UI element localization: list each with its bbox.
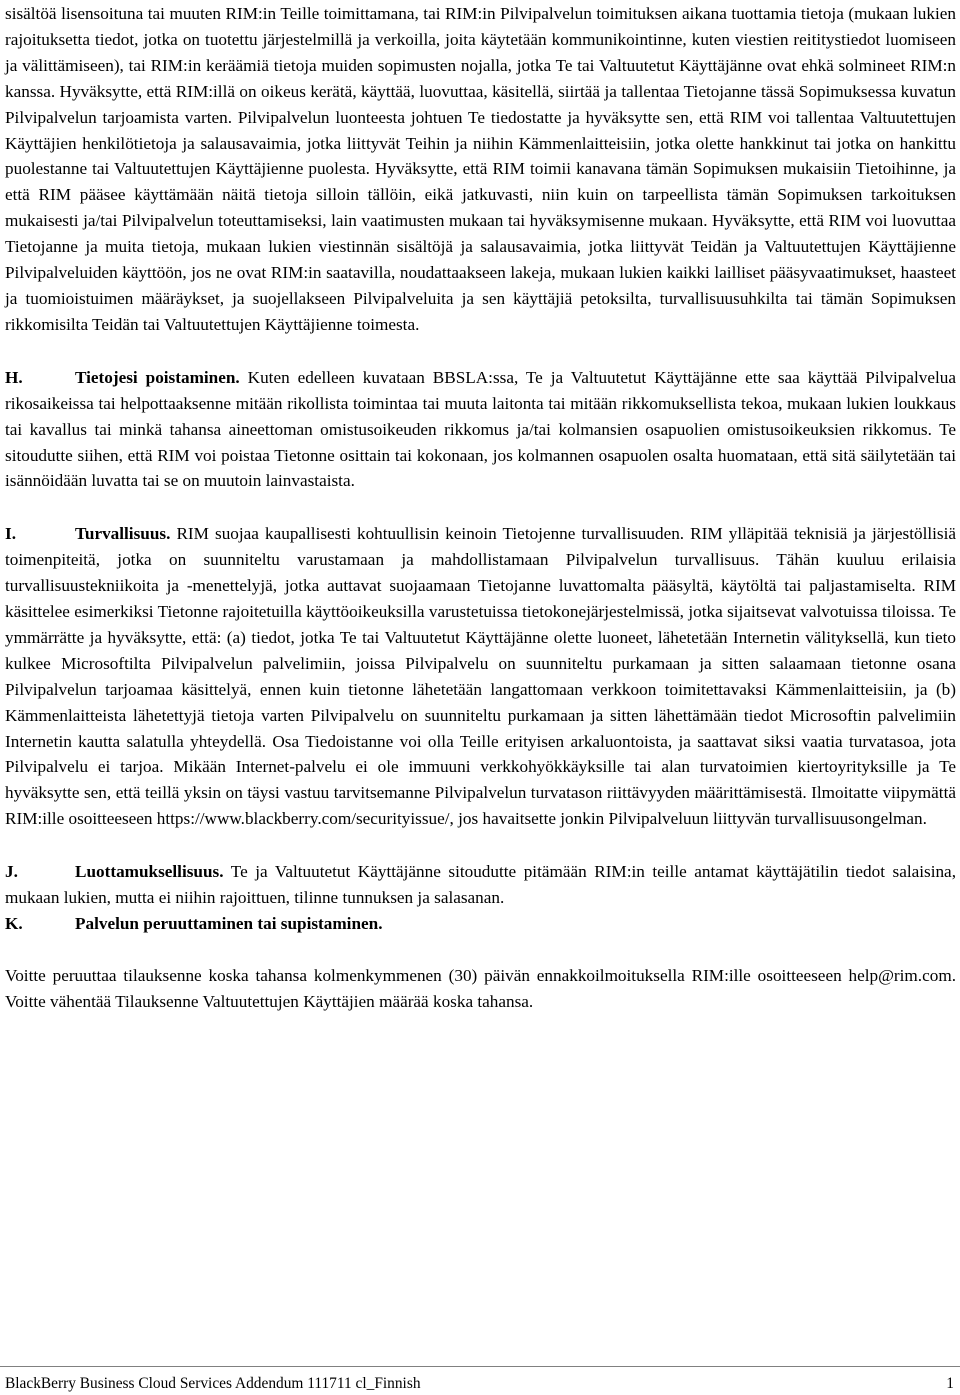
section-j-letter: J.	[5, 862, 18, 882]
section-h	[5, 365, 956, 495]
section-h-letter: H.	[5, 367, 23, 387]
intro-paragraph: sisältöä lisensoituna tai muuten RIM:in Teille toimittamana, tai RIM:in Pilvipalvelun toimituksen aikana tuottamia tietoja (mukaan lukien rajoituksetta tiedot, jotka on tuotettu järjestelmillä ja verkoilla, joita käytetään kommunikointinne, kuten viestien reititystiedot luomiseen ja välittämiseen), tai RIM:in keräämiä tietoja muiden sopimusten nojalla, jotka Te tai Valtuutetut Käyttäjänne ovat ehkä solmineet RIM:n kanssa. Hyväksytte, että RIM:illä on oikeus kerätä, käyttää, luovuttaa, käsitellä, siirtää ja tallentaa Tietojanne tässä Sopimuksessa kuvatun Pilvipalvelun tarjoamista varten. Pilvipalvelun luonteesta johtuen Te tiedostatte ja hyväksytte sen, että RIM voi tallentaa Valtuutettujen Käyttäjien henkilötietoja ja salausavaimia, jotka liittyvät Teihin ja niihin Kämmenlaitteisiin, jotka olette hankkinut tai jotka on hankittu puolestanne tai Valtuutettujen Käyttäjienne puolesta. Hyväksytte, että RIM toimii kanavana tämän Sopimuksen mukaisiin Tietoihinne, ja että RIM pääsee käyttämään näitä tietoja silloin tällöin, eikä jatkuvasti, niin kuin on tarpeellista tämän Sopimuksen tarkoituksen mukaisesti ja/tai Pilvipalvelun toteuttamiseksi, lain vaatimusten mukaan tai hyväksymisenne mukaan. Hyväksytte, että RIM voi luovuttaa Tietojanne ja muita tietoja, mukaan lukien viestinnän sisältöjä ja salausavaimia, jotka liittyvät Teidän ja Valtuutettujen Käyttäjienne Pilvipalveluiden käyttöön, jos ne ovat RIM:in saatavilla, noudattaakseen lakeja, mukaan lukien kaikki lailliset pääsyvaatimukset, haasteet ja tuomioistuimen määräykset, ja suojellakseen Pilvipalveluita ja sen käyttäjiä petoksilta, turvallisuusuhkilta tai tämän Sopimuksen rikkomisilta Teidän tai Valtuutettujen Käyttäjienne toimesta.	[5, 4, 956, 334]
closing-paragraph: Voitte peruuttaa tilauksenne koska tahansa kolmenkymmenen (30) päivän ennakkoilmoituksella RIM:ille osoitteeseen help@rim.com. Voitte vähentää Tilauksenne Valtuutettujen Käyttäjien määrää koska tahansa.	[5, 965, 956, 1011]
section-i-body: RIM suojaa kaupallisesti kohtuullisin keinoin Tietojenne turvallisuuden. RIM ylläpitää teknisiä ja järjestöllisiä toimenpiteitä, jotka on suunniteltu varustamaan ja mahdollistamaan Pilvipalvelun turvallisuus. Tähän kuuluu erilaisia turvallisuustekniikoita ja -menettelyjä, jotka auttavat suojaamaan Tietojanne luvattomalta pääsyltä, käytöltä tai paljastamiselta. RIM käsittelee esimerkiksi Tietonne rajoitetuilla käyttöoikeuksilla varustetuissa tietokonejärjestelmissä, jotka sijaitsevat valvotuissa tiloissa. Te ymmärrätte ja hyväksytte, että: (a) tiedot, jotka Te tai Valtuutetut Käyttäjänne olette luoneet, lähetetään Internetin välityksellä, kun tieto kulkee Microsoftilta Pilvipalvelun palvelimiin, joissa Pilvipalvelu on suunniteltu purkamaan ja sitten salaamaan tietonne osana Pilvipalvelun tarjoamaa käsittelyä, ennen kuin tietonne lähetetään langattomaan verkkoon toimitettavaksi Kämmenlaitteisiin, ja (b) Kämmenlaitteista lähetettyjä tietoja varten Pilvipalvelu on suunniteltu purkamaan ja sitten lähettämään tiedot Microsoftin palvelimiin Internetin kautta salatulla yhteydellä. Osa Tiedoistanne voi olla Teille erityisen arkaluontoista, ja saattavat siksi vaatia turvatasoa, jota Pilvipalvelu ei tarjoa. Mikään Internet-palvelu ei ole immuuni verkkohyökkäyksille tai alan turvatoimien kiertoyrityksille ja Te hyväksytte sen, että teillä yksin on täysi vastuu tarvitsemanne Pilvipalvelun turvatason riittävyyden määrittämisestä. Ilmoitatte viipymättä RIM:ille osoitteeseen https://www.blackberry.com/securityissue/, jos havaitsette jonkin Pilvipalveluun liittyvän turvallisuusongelman.	[5, 524, 957, 829]
section-j-body: Te ja Valtuutetut Käyttäjänne sitoudutte pitämään RIM:in teille antamat käyttäjätilin tiedot salaisina, mukaan lukien, mutta ei niihin rajoittuen, tilinne tunnuksen ja salasanan.	[5, 862, 956, 908]
section-h-body: Kuten edelleen kuvataan BBSLA:ssa, Te ja Valtuutetut Käyttäjänne ette saa käyttää Pilvipalvelua rikosaikeissa tai helpottaaksenne mitään rikollista toimintaa tai muuta laitonta tai mitään rikkomuksellista tekoa, mukaan lukien loukkaus tai kavallus tai minkä tahansa aineettoman omistusoikeuden rikkomus ja/tai kolmansien osapuolien omistusoikeuksien rikkomus. Te sitoudutte siihen, että RIM voi poistaa Tietonne osittain tai kokonaan, jos kolmannen osapuolen osalta huomataan, että sitä säilytetään tai isännöidään luvatta tai se on muutoin lainvastaista.	[5, 367, 956, 491]
section-k-letter: K.	[5, 914, 23, 933]
page-footer	[5, 1375, 954, 1393]
section-h-title: Tietojesi poistaminen.	[75, 367, 240, 387]
section-i-letter: I.	[5, 524, 16, 544]
footer-document-name: BlackBerry Business Cloud Services Addendum 111711 cl_Finnish	[5, 1375, 421, 1392]
section-i-title: Turvallisuus.	[75, 524, 171, 544]
section-j-title: Luottamuksellisuus.	[75, 862, 224, 882]
document-page	[5, 0, 956, 1015]
footer-page-number: 1	[946, 1375, 954, 1392]
section-k	[5, 911, 956, 937]
section-k-title: Palvelun peruuttaminen tai supistaminen.	[75, 914, 383, 933]
section-i	[5, 521, 956, 832]
footer-divider	[0, 1366, 960, 1367]
section-j	[5, 859, 956, 911]
